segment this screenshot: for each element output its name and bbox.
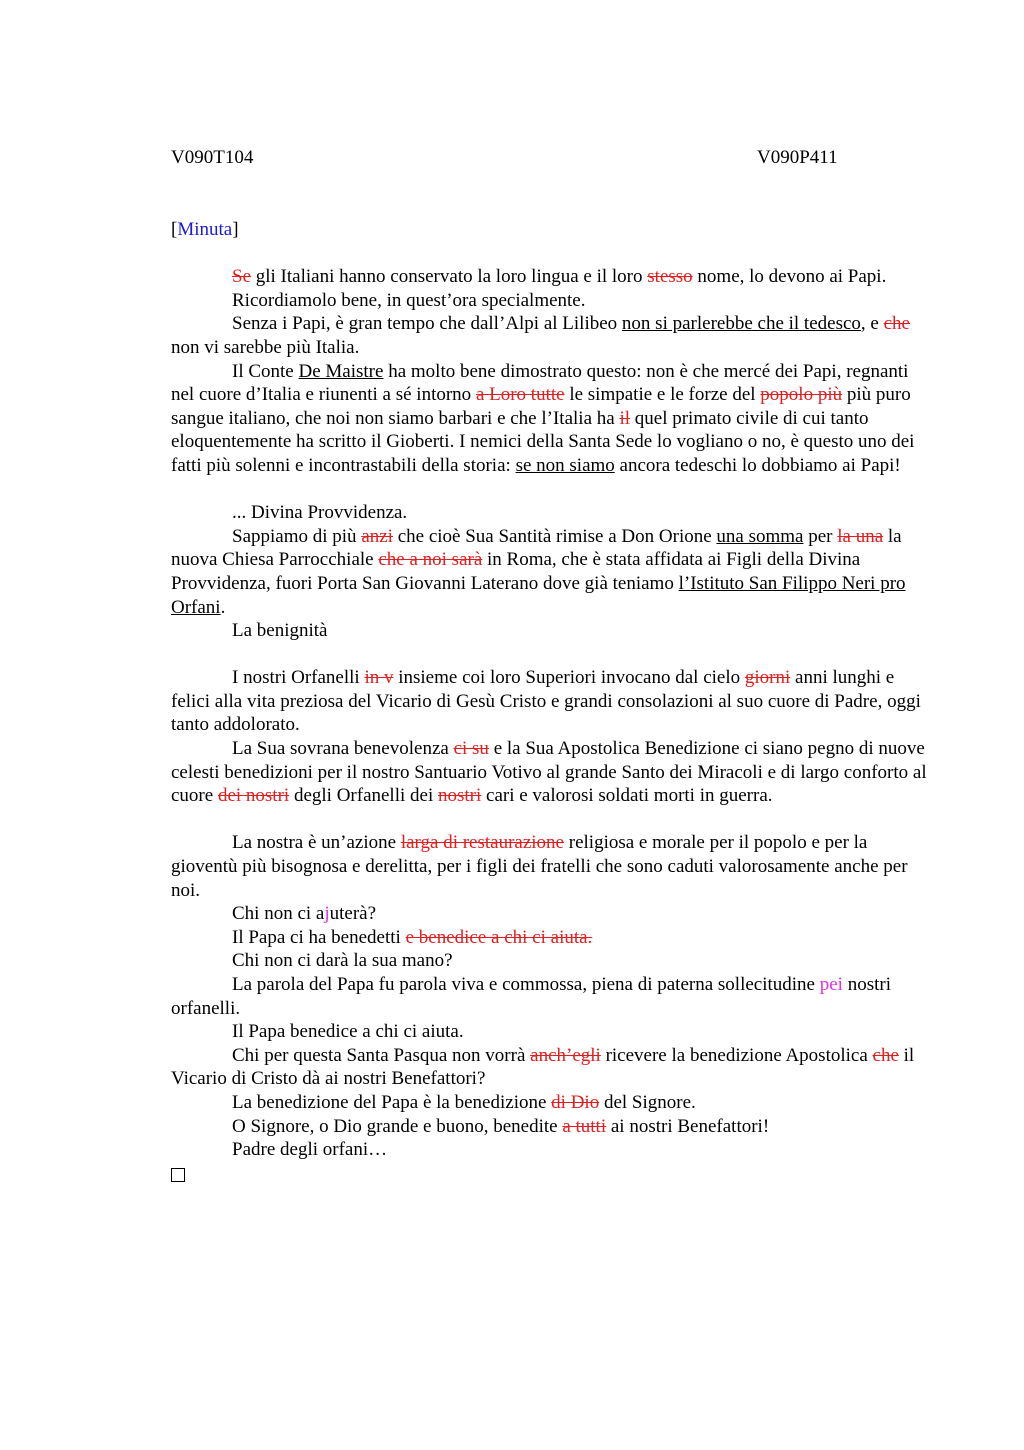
paragraph-5: ... Divina Provvidenza.	[232, 502, 408, 524]
paragraph-3: Senza i Papi, è gran tempo che dall’Alpi al Lilibeo non si parlerebbe che il tedesco, e che non vi sarebbe più Italia.	[171, 313, 910, 358]
paragraph-15: Il Papa benedice a chi ci aiuta.	[232, 1021, 464, 1043]
paragraph-9: La Sua sovrana benevolenza ci su e la Sua Apostolica Benedizione ci siano pegno di nuove celesti benedizioni per il nostro Santuario Votivo al grande Santo dei Miracoli e di largo conforto al cuore dei nostri degli Orfanelli dei nostri cari e valorosi soldati morti in guerra.	[171, 738, 927, 807]
paragraph-7: La benignità	[232, 620, 328, 642]
paragraph-6: Sappiamo di più anzi che cioè Sua Santità rimise a Don Orione una somma per la una la nuova Chiesa Parrocchiale che a noi sarà in Roma, che è stata affidata ai Figli della Divina Provvidenza, fuori Porta San Giovanni Laterano dove già teniamo l’Istituto San Filippo Neri pro Orfani.	[171, 525, 906, 618]
document-body	[171, 218, 931, 1185]
paragraph-1: Se gli Italiani hanno conservato la loro lingua e il loro stesso nome, lo devono ai Papi.	[232, 266, 887, 288]
empty-box-icon	[171, 1168, 185, 1182]
paragraph-2: Ricordiamolo bene, in quest’ora specialmente.	[232, 289, 586, 311]
paragraph-4: Il Conte De Maistre ha molto bene dimostrato questo: non è che mercé dei Papi, regnanti nel cuore d’Italia e riunenti a sé intorno a Loro tutte le simpatie e le forze del popolo più più puro sangue italiano, che noi non siamo barbari e che l’Italia ha il quel primato civile di cui tanto eloquentemente ha scritto il Gioberti. I nemici della Santa Sede lo vogliano o no, è questo uno dei fatti più solenni e incontrastabili della storia: se non siamo ancora tedeschi lo dobbiamo ai Papi!	[171, 360, 915, 476]
paragraph-8: I nostri Orfanelli in v insieme coi loro Superiori invocano dal cielo giorni anni lunghi e felici alla vita preziosa del Vicario di Gesù Cristo e grandi consolazioni al suo cuore di Padre, oggi tanto addolorato.	[171, 667, 921, 736]
paragraph-17: La benedizione del Papa è la benedizione di Dio del Signore.	[232, 1091, 696, 1113]
document-code-left: V090T104	[171, 147, 254, 168]
paragraph-14: La parola del Papa fu parola viva e commossa, piena di paterna sollecitudine pei nostri orfanelli.	[171, 974, 891, 1019]
minuta-label: [Minuta]	[171, 219, 239, 240]
paragraph-13: Chi non ci darà la sua mano?	[232, 950, 453, 972]
paragraph-16: Chi per questa Santa Pasqua non vorrà anch’egli ricevere la benedizione Apostolica che il Vicario di Cristo dà ai nostri Benefattori?	[171, 1044, 915, 1090]
paragraph-11: Chi non ci ajuterà?	[232, 903, 377, 925]
minuta-label-text: Minuta	[177, 219, 233, 240]
paragraph-10: La nostra è un’azione larga di restaurazione religiosa e morale per il popolo e per la gioventù più bisognosa e derelitta, per i figli dei fratelli che sono caduti valorosamente anche per noi.	[171, 832, 908, 901]
document-code-right: V090P411	[757, 147, 838, 168]
paragraph-19: Padre degli orfani…	[232, 1139, 388, 1161]
end-marker	[171, 1162, 931, 1186]
paragraph-12: Il Papa ci ha benedetti e benedice a chi ci aiuta.	[232, 926, 593, 948]
paragraph-18: O Signore, o Dio grande e buono, benedite a tutti ai nostri Benefattori!	[232, 1115, 770, 1137]
